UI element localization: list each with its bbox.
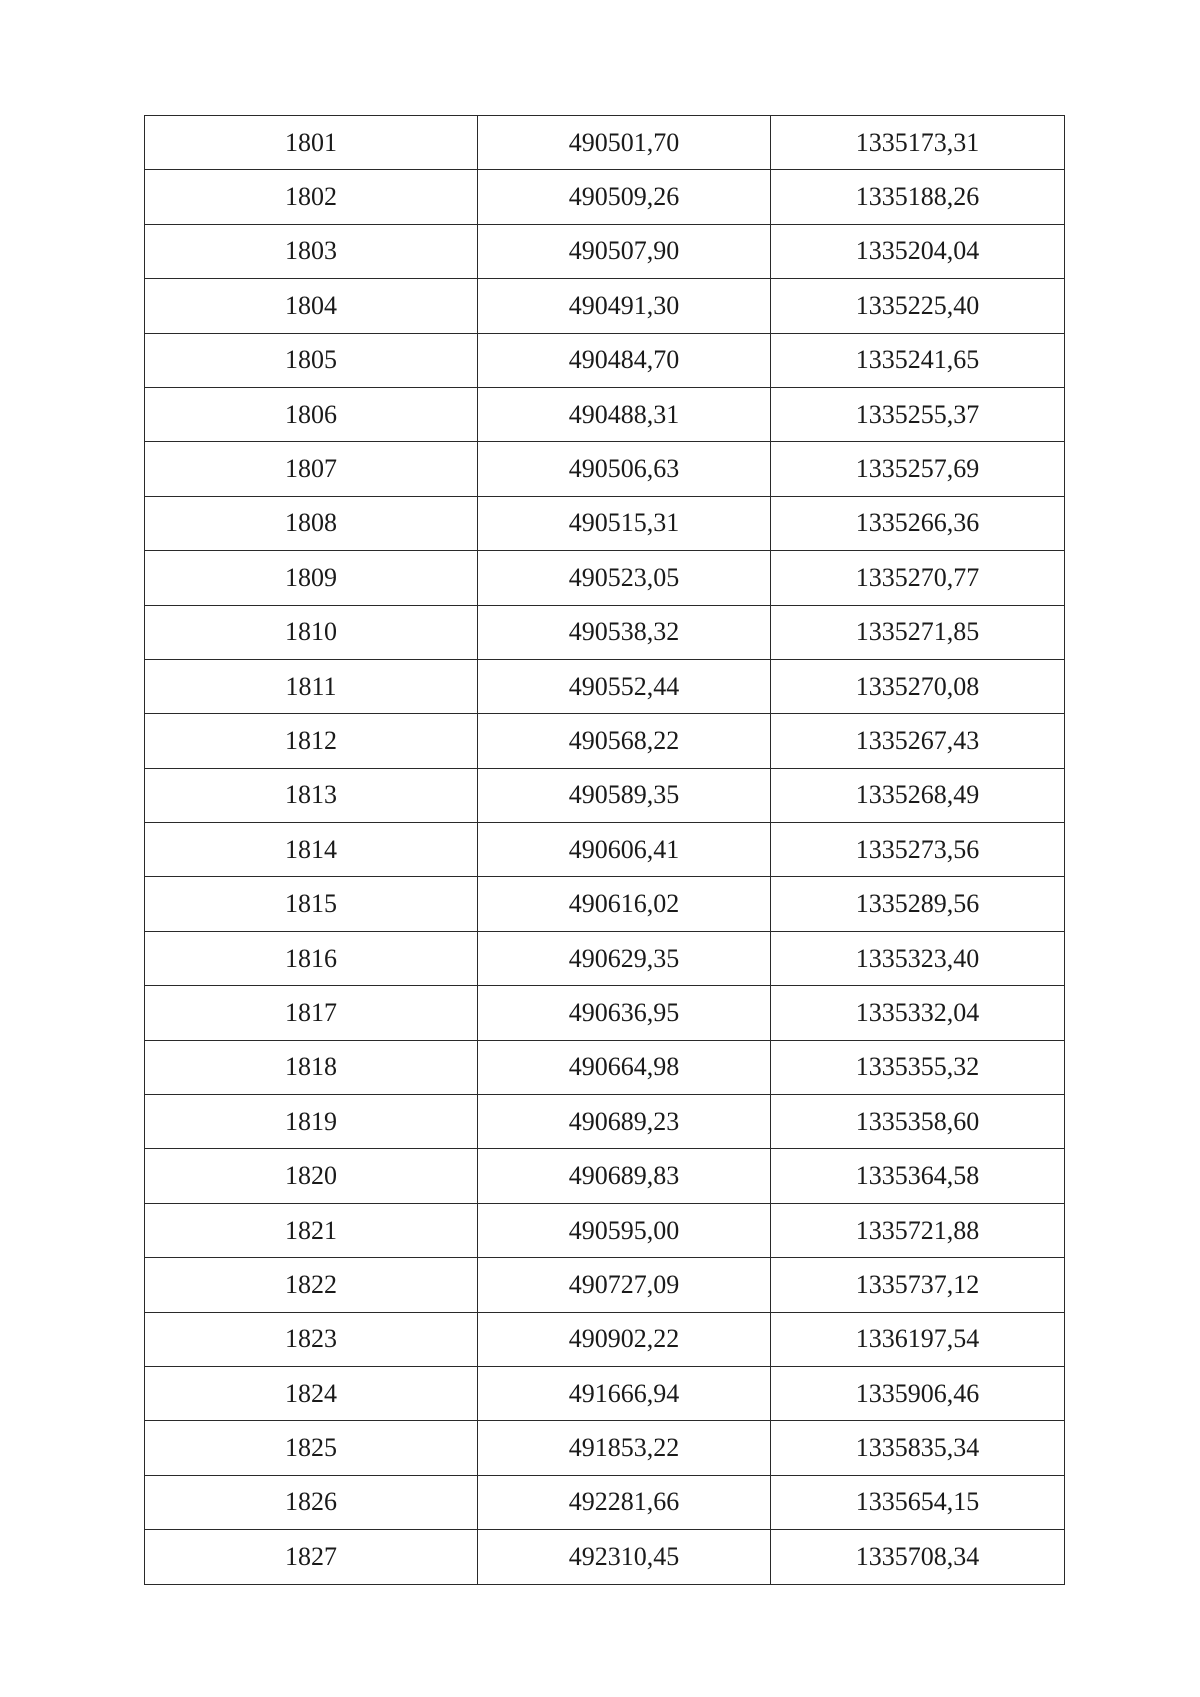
- table-row: [145, 659, 1065, 713]
- point-number-cell: 1813: [145, 768, 478, 822]
- x-coordinate-cell: 490606,41: [478, 823, 771, 877]
- table-row: [145, 877, 1065, 931]
- x-coordinate-cell: 490689,23: [478, 1095, 771, 1149]
- y-coordinate-cell: 1335289,56: [771, 877, 1065, 931]
- y-coordinate-cell: 1335355,32: [771, 1040, 1065, 1094]
- point-number-cell: 1804: [145, 279, 478, 333]
- table-row: [145, 496, 1065, 550]
- table-row: [145, 1258, 1065, 1312]
- table-row: [145, 1366, 1065, 1420]
- table-row: [145, 224, 1065, 278]
- x-coordinate-cell: 491666,94: [478, 1366, 771, 1420]
- table-row: [145, 333, 1065, 387]
- x-coordinate-cell: 490507,90: [478, 224, 771, 278]
- point-number-cell: 1815: [145, 877, 478, 931]
- table-row: [145, 1149, 1065, 1203]
- point-number-cell: 1801: [145, 116, 478, 170]
- y-coordinate-cell: 1335358,60: [771, 1095, 1065, 1149]
- x-coordinate-cell: 490491,30: [478, 279, 771, 333]
- point-number-cell: 1820: [145, 1149, 478, 1203]
- table-row: [145, 768, 1065, 822]
- y-coordinate-cell: 1335267,43: [771, 714, 1065, 768]
- y-coordinate-cell: 1335255,37: [771, 387, 1065, 441]
- y-coordinate-cell: 1336197,54: [771, 1312, 1065, 1366]
- table-row: [145, 1095, 1065, 1149]
- y-coordinate-cell: 1335835,34: [771, 1421, 1065, 1475]
- point-number-cell: 1823: [145, 1312, 478, 1366]
- x-coordinate-cell: 490629,35: [478, 931, 771, 985]
- y-coordinate-cell: 1335257,69: [771, 442, 1065, 496]
- y-coordinate-cell: 1335173,31: [771, 116, 1065, 170]
- x-coordinate-cell: 490568,22: [478, 714, 771, 768]
- x-coordinate-cell: 490488,31: [478, 387, 771, 441]
- point-number-cell: 1819: [145, 1095, 478, 1149]
- point-number-cell: 1811: [145, 659, 478, 713]
- point-number-cell: 1807: [145, 442, 478, 496]
- point-number-cell: 1821: [145, 1203, 478, 1257]
- point-number-cell: 1827: [145, 1530, 478, 1584]
- y-coordinate-cell: 1335654,15: [771, 1475, 1065, 1529]
- y-coordinate-cell: 1335271,85: [771, 605, 1065, 659]
- point-number-cell: 1810: [145, 605, 478, 659]
- point-number-cell: 1816: [145, 931, 478, 985]
- table-row: [145, 1421, 1065, 1475]
- x-coordinate-cell: 491853,22: [478, 1421, 771, 1475]
- x-coordinate-cell: 490538,32: [478, 605, 771, 659]
- x-coordinate-cell: 490595,00: [478, 1203, 771, 1257]
- table-row: [145, 931, 1065, 985]
- x-coordinate-cell: 490552,44: [478, 659, 771, 713]
- point-number-cell: 1817: [145, 986, 478, 1040]
- x-coordinate-cell: 492281,66: [478, 1475, 771, 1529]
- y-coordinate-cell: 1335188,26: [771, 170, 1065, 224]
- point-number-cell: 1818: [145, 1040, 478, 1094]
- x-coordinate-cell: 490506,63: [478, 442, 771, 496]
- y-coordinate-cell: 1335204,04: [771, 224, 1065, 278]
- point-number-cell: 1806: [145, 387, 478, 441]
- x-coordinate-cell: 492310,45: [478, 1530, 771, 1584]
- point-number-cell: 1822: [145, 1258, 478, 1312]
- table-row: [145, 1530, 1065, 1584]
- x-coordinate-cell: 490616,02: [478, 877, 771, 931]
- table-row: [145, 605, 1065, 659]
- y-coordinate-cell: 1335721,88: [771, 1203, 1065, 1257]
- table-row: [145, 1312, 1065, 1366]
- x-coordinate-cell: 490515,31: [478, 496, 771, 550]
- point-number-cell: 1809: [145, 551, 478, 605]
- y-coordinate-cell: 1335323,40: [771, 931, 1065, 985]
- y-coordinate-cell: 1335906,46: [771, 1366, 1065, 1420]
- x-coordinate-cell: 490727,09: [478, 1258, 771, 1312]
- point-number-cell: 1805: [145, 333, 478, 387]
- coordinates-table: [144, 115, 1065, 1585]
- table-row: [145, 1203, 1065, 1257]
- y-coordinate-cell: 1335241,65: [771, 333, 1065, 387]
- y-coordinate-cell: 1335737,12: [771, 1258, 1065, 1312]
- y-coordinate-cell: 1335708,34: [771, 1530, 1065, 1584]
- x-coordinate-cell: 490689,83: [478, 1149, 771, 1203]
- point-number-cell: 1803: [145, 224, 478, 278]
- y-coordinate-cell: 1335332,04: [771, 986, 1065, 1040]
- y-coordinate-cell: 1335273,56: [771, 823, 1065, 877]
- point-number-cell: 1808: [145, 496, 478, 550]
- table-row: [145, 1040, 1065, 1094]
- table-row: [145, 714, 1065, 768]
- y-coordinate-cell: 1335270,08: [771, 659, 1065, 713]
- x-coordinate-cell: 490589,35: [478, 768, 771, 822]
- point-number-cell: 1824: [145, 1366, 478, 1420]
- y-coordinate-cell: 1335270,77: [771, 551, 1065, 605]
- x-coordinate-cell: 490484,70: [478, 333, 771, 387]
- table-row: [145, 1475, 1065, 1529]
- table-row: [145, 823, 1065, 877]
- table-row: [145, 387, 1065, 441]
- point-number-cell: 1825: [145, 1421, 478, 1475]
- x-coordinate-cell: 490509,26: [478, 170, 771, 224]
- x-coordinate-cell: 490636,95: [478, 986, 771, 1040]
- y-coordinate-cell: 1335364,58: [771, 1149, 1065, 1203]
- table-row: [145, 170, 1065, 224]
- table-row: [145, 279, 1065, 333]
- x-coordinate-cell: 490664,98: [478, 1040, 771, 1094]
- y-coordinate-cell: 1335266,36: [771, 496, 1065, 550]
- point-number-cell: 1814: [145, 823, 478, 877]
- table-row: [145, 442, 1065, 496]
- table-row: [145, 116, 1065, 170]
- point-number-cell: 1802: [145, 170, 478, 224]
- table-row: [145, 551, 1065, 605]
- point-number-cell: 1812: [145, 714, 478, 768]
- x-coordinate-cell: 490501,70: [478, 116, 771, 170]
- x-coordinate-cell: 490902,22: [478, 1312, 771, 1366]
- point-number-cell: 1826: [145, 1475, 478, 1529]
- y-coordinate-cell: 1335268,49: [771, 768, 1065, 822]
- coordinates-table-body: [145, 116, 1065, 1585]
- table-row: [145, 986, 1065, 1040]
- x-coordinate-cell: 490523,05: [478, 551, 771, 605]
- y-coordinate-cell: 1335225,40: [771, 279, 1065, 333]
